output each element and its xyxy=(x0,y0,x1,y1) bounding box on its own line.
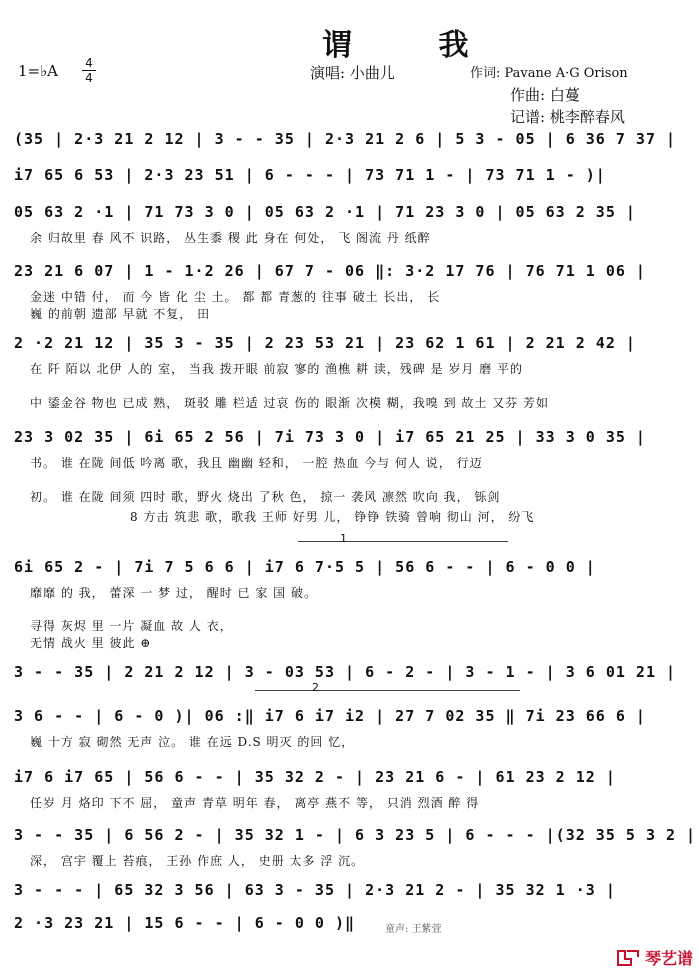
site-watermark xyxy=(615,946,693,969)
score-row: 6i 65 2 - | 7i 7 5 6 6 | i7 6 7·5 5 | 56 6 - - | 6 - 0 0 | xyxy=(14,558,596,576)
composer-credit: 作曲: 白蔓 xyxy=(510,86,580,104)
transcriber-credit: 记谱: 桃李醉春风 xyxy=(510,108,625,126)
watermark-text: 琴艺谱 xyxy=(644,949,693,968)
key-signature: 1=♭A xyxy=(18,62,59,80)
page-title: 谓 我 xyxy=(322,28,507,63)
singer-credit: 演唱: 小曲儿 xyxy=(310,64,395,82)
lyric-line: 深， 宫宇 覆上 苔痕， 王孙 作庶 人， 史册 太多 浮 沉。 xyxy=(30,854,365,868)
time-signature-top: 4 xyxy=(85,56,93,70)
lyric-line: 靡靡 的 我， 蕾深 一 梦 过， 醒时 已 家 国 破。 xyxy=(30,586,317,600)
lyric-line: 在 阡 陌以 北伊 人的 室， 当我 拨开眼 前寂 寥的 渔樵 耕 读，残碑 是 岁月 磨 平的 xyxy=(30,362,524,376)
time-signature-bottom: 4 xyxy=(85,71,93,85)
score-row: 2 ·3 23 21 | 15 6 - - | 6 - 0 0 )‖ xyxy=(14,914,356,932)
lyric-line: 余 归故里 春 风不 识路， 丛生黍 稷 此 身在 何处， 飞 阁流 丹 纸醉 xyxy=(30,231,431,245)
piano-logo-icon xyxy=(615,947,641,969)
score-row: i7 65 6 53 | 2·3 23 51 | 6 - - - | 73 71 1 - | 73 71 1 - )| xyxy=(14,166,606,184)
lyric-line: 金迷 中错 付， 而 今 皆 化 尘 土。 都 都 青葱的 往事 破土 长出， 长 xyxy=(30,290,441,304)
score-row: 3 - - 35 | 6 56 2 - | 35 32 1 - | 6 3 23 5 | 6 - - - |(32 35 5 3 2 | xyxy=(14,826,697,844)
lyric-line: 巍 的前朝 遗部 早就 不复， 田 xyxy=(30,307,211,321)
lyric-line: 书。 谁 在陇 间低 吟离 歌，我且 幽幽 轻和， 一腔 热血 今与 何人 说， 行迈 xyxy=(30,456,483,470)
score-row: 23 3 02 35 | 6i 65 2 56 | 7i 73 3 0 | i7 65 21 25 | 33 3 0 35 | xyxy=(14,428,646,446)
score-row: 3 - - - | 65 32 3 56 | 63 3 - 35 | 2·3 21 2 - | 35 32 1 ·3 | xyxy=(14,881,616,899)
score-row: 05 63 2 ·1 | 71 73 3 0 | 05 63 2 ·1 | 71 23 3 0 | 05 63 2 35 | xyxy=(14,203,636,221)
lyric-line: 寻得 灰烬 里 一片 凝血 故 人 衣， xyxy=(30,619,233,633)
volta-number: 2 xyxy=(312,681,319,694)
lyric-line: 巍 十方 寂 砌然 无声 泣。 谁 在远 D.S 明灭 的回 忆， xyxy=(30,735,355,749)
lyric-line: 任岁 月 烙印 下不 屈， 童声 青草 明年 春， 离亭 燕不 等， 只消 烈酒 醉 得 xyxy=(30,796,480,810)
score-row: 3 - - 35 | 2 21 2 12 | 3 - 03 53 | 6 - 2 - | 3 - 1 - | 3 6 01 21 | xyxy=(14,663,677,681)
volta-number: 1 xyxy=(340,532,347,545)
volta-bracket-2 xyxy=(255,690,520,691)
score-row: (35 | 2·3 21 2 12 | 3 - - 35 | 2·3 21 2 6 | 5 3 - 05 | 6 36 7 37 | xyxy=(14,130,677,148)
score-row: 2 ·2 21 12 | 35 3 - 35 | 2 23 53 21 | 23 62 1 61 | 2 21 2 42 | xyxy=(14,334,636,352)
lyric-line: 无情 战火 里 彼此 ⊕ xyxy=(30,636,152,650)
lyric-line: 中 鋈金谷 物也 已成 熟， 斑驳 雕 栏适 过哀 伤的 眼渐 次模 糊，我嗅 到 故土 又芬 芳如 xyxy=(30,396,550,410)
lyric-line: 8 方击 筑悲 歌，歌我 王师 好男 儿， 铮铮 铁骑 曾响 彻山 河， 纷飞 xyxy=(130,510,535,524)
lyricist-credit: 作词: Pavane A·G Orison xyxy=(470,66,628,81)
volta-bracket-1 xyxy=(298,541,508,542)
score-row: 3 6 - - | 6 - 0 )| 06 :‖ i7 6 i7 i2 | 27 7 02 35 ‖ 7i 23 66 6 | xyxy=(14,707,646,725)
child-voice-credit: 童声: 王紫萱 xyxy=(385,924,442,935)
lyric-line: 初。 谁 在陇 间须 四时 歌，野火 烧出 了秋 色， 掠一 袭风 凛然 吹向 我， 铄剑 xyxy=(30,490,501,504)
score-row: 23 21 6 07 | 1 - 1·2 26 | 67 7 - 06 ‖: 3·2 17 76 | 76 71 1 06 | xyxy=(14,262,646,280)
time-signature xyxy=(82,57,96,84)
score-row: i7 6 i7 65 | 56 6 - - | 35 32 2 - | 23 21 6 - | 61 23 2 12 | xyxy=(14,768,616,786)
